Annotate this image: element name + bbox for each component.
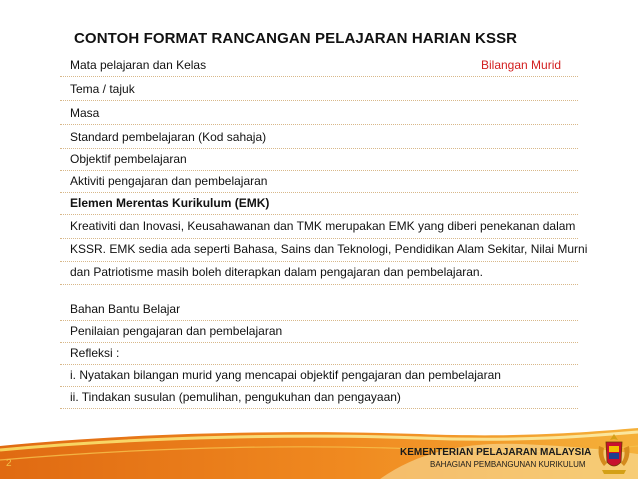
item-tema: Tema / tajuk: [70, 82, 135, 96]
malaysia-crest-icon: [594, 432, 634, 476]
item-refleksi: Refleksi :: [70, 346, 120, 360]
divider: [60, 261, 578, 262]
divider: [60, 124, 578, 125]
divider: [60, 342, 578, 343]
divider: [60, 100, 578, 101]
divider: [60, 192, 578, 193]
divider: [60, 214, 578, 215]
division-name: BAHAGIAN PEMBANGUNAN KURIKULUM: [430, 460, 586, 469]
emk-line-3: dan Patriotisme masih boleh diterapkan dalam pengajaran dan pembelajaran.: [70, 265, 483, 279]
left-rail: [0, 0, 38, 479]
divider: [60, 386, 578, 387]
refleksi-point-2: ii. Tindakan susulan (pemulihan, pengukuhan dan pengayaan): [70, 390, 401, 404]
item-aktiviti: Aktiviti pengajaran dan pembelajaran: [70, 174, 268, 188]
refleksi-point-1: i. Nyatakan bilangan murid yang mencapai objektif pengajaran dan pembelajaran: [70, 368, 501, 382]
item-bahan-bantu: Bahan Bantu Belajar: [70, 302, 181, 316]
ministry-name: KEMENTERIAN PELAJARAN MALAYSIA: [400, 447, 592, 458]
emk-line-2: KSSR. EMK sedia ada seperti Bahasa, Sains dan Teknologi, Pendidikan Alam Sekitar, Nilai Murni: [70, 242, 588, 256]
divider: [60, 364, 578, 365]
emk-heading: Elemen Merentas Kurikulum (EMK): [70, 196, 270, 210]
divider: [60, 148, 578, 149]
divider: [60, 408, 578, 409]
student-count-label: Bilangan Murid: [481, 58, 562, 72]
item-standard: Standard pembelajaran (Kod sahaja): [70, 130, 267, 144]
item-penilaian: Penilaian pengajaran dan pembelajaran: [70, 324, 283, 338]
slide-title: CONTOH FORMAT RANCANGAN PELAJARAN HARIAN KSSR: [74, 30, 518, 47]
divider: [60, 170, 578, 171]
item-objektif: Objektif pembelajaran: [70, 152, 187, 166]
emk-line-1: Kreativiti dan Inovasi, Keusahawanan dan TMK merupakan EMK yang diberi penekanan dalam: [70, 219, 576, 233]
divider: [60, 320, 578, 321]
subject-class-label: Mata pelajaran dan Kelas: [70, 58, 207, 72]
divider: [60, 238, 578, 239]
divider: [60, 284, 578, 285]
page-number: 2: [6, 458, 12, 469]
item-masa: Masa: [70, 106, 100, 120]
divider: [60, 76, 578, 77]
